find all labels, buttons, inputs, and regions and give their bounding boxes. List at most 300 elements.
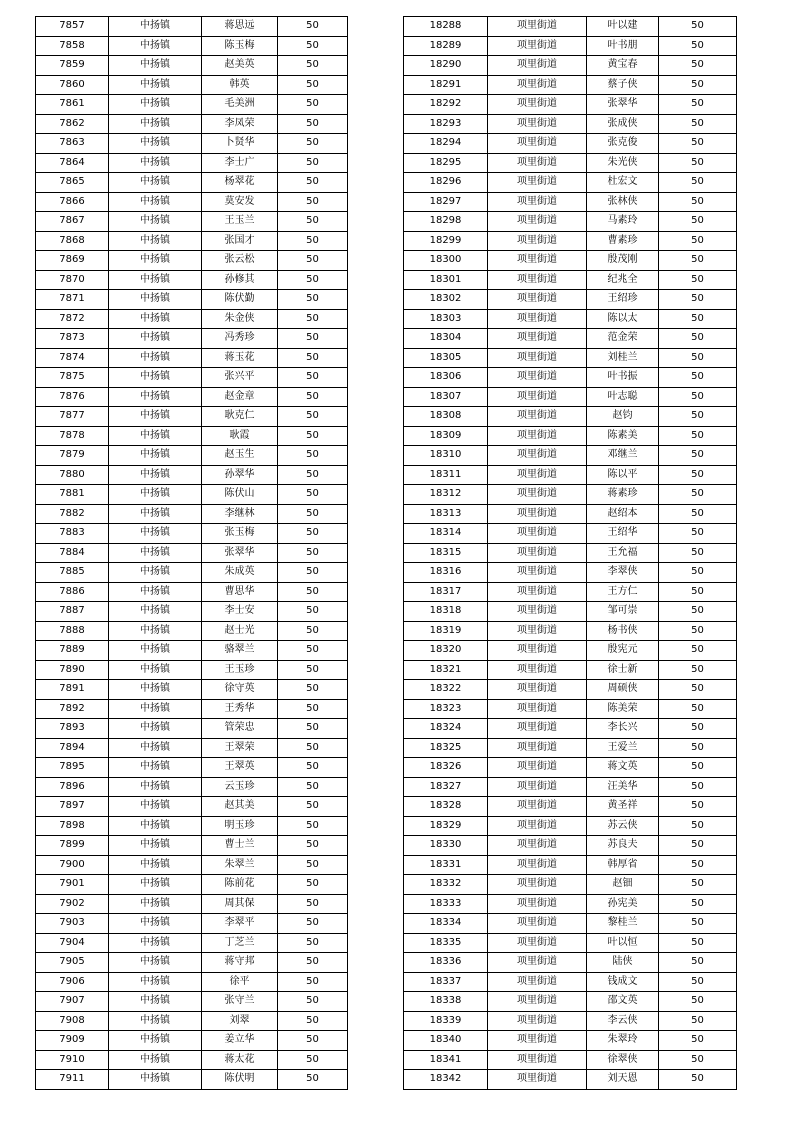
serial-number-cell: 18327 [404, 777, 488, 797]
town-cell: 中扬镇 [109, 680, 202, 700]
serial-number-cell: 18339 [404, 1011, 488, 1031]
town-cell: 项里街道 [488, 212, 587, 232]
town-cell: 中扬镇 [109, 192, 202, 212]
town-cell: 中扬镇 [109, 348, 202, 368]
table-row [36, 855, 348, 875]
amount-cell: 50 [659, 426, 737, 446]
name-cell: 朱光侠 [587, 153, 659, 173]
town-cell: 项里街道 [488, 465, 587, 485]
serial-number-cell: 18306 [404, 368, 488, 388]
name-cell: 赵美英 [202, 56, 278, 76]
town-cell: 中扬镇 [109, 875, 202, 895]
name-cell: 王绍华 [587, 524, 659, 544]
town-cell: 项里街道 [488, 797, 587, 817]
name-cell: 张兴平 [202, 368, 278, 388]
amount-cell: 50 [278, 660, 348, 680]
table-row [36, 933, 348, 953]
town-cell: 项里街道 [488, 75, 587, 95]
name-cell: 蒋守邦 [202, 953, 278, 973]
right-roster-table [403, 16, 737, 1090]
name-cell: 汪美华 [587, 777, 659, 797]
serial-number-cell: 18301 [404, 270, 488, 290]
name-cell: 徐平 [202, 972, 278, 992]
table-row [36, 738, 348, 758]
town-cell: 中扬镇 [109, 251, 202, 271]
town-cell: 项里街道 [488, 641, 587, 661]
serial-number-cell: 7870 [36, 270, 109, 290]
name-cell: 徐翠侠 [587, 1050, 659, 1070]
serial-number-cell: 7881 [36, 485, 109, 505]
table-row [36, 251, 348, 271]
name-cell: 韩英 [202, 75, 278, 95]
table-row [36, 914, 348, 934]
serial-number-cell: 18317 [404, 582, 488, 602]
table-row [404, 426, 737, 446]
serial-number-cell: 18311 [404, 465, 488, 485]
name-cell: 陆侠 [587, 953, 659, 973]
table-row [36, 270, 348, 290]
table-row [36, 972, 348, 992]
serial-number-cell: 7864 [36, 153, 109, 173]
amount-cell: 50 [659, 134, 737, 154]
town-cell: 项里街道 [488, 875, 587, 895]
name-cell: 朱翠兰 [202, 855, 278, 875]
amount-cell: 50 [659, 699, 737, 719]
town-cell: 项里街道 [488, 348, 587, 368]
name-cell: 赵钿 [587, 875, 659, 895]
name-cell: 丁芝兰 [202, 933, 278, 953]
name-cell: 李士安 [202, 602, 278, 622]
name-cell: 赵其美 [202, 797, 278, 817]
amount-cell: 50 [659, 56, 737, 76]
town-cell: 项里街道 [488, 95, 587, 115]
table-row [36, 641, 348, 661]
serial-number-cell: 7903 [36, 914, 109, 934]
town-cell: 中扬镇 [109, 797, 202, 817]
amount-cell: 50 [278, 465, 348, 485]
table-row [36, 36, 348, 56]
serial-number-cell: 7901 [36, 875, 109, 895]
table-row [404, 836, 737, 856]
town-cell: 中扬镇 [109, 777, 202, 797]
town-cell: 项里街道 [488, 309, 587, 329]
town-cell: 中扬镇 [109, 446, 202, 466]
name-cell: 冯秀珍 [202, 329, 278, 349]
amount-cell: 50 [659, 641, 737, 661]
serial-number-cell: 7882 [36, 504, 109, 524]
name-cell: 王爱兰 [587, 738, 659, 758]
table-row [404, 719, 737, 739]
table-row [36, 192, 348, 212]
serial-number-cell: 7892 [36, 699, 109, 719]
town-cell: 中扬镇 [109, 465, 202, 485]
amount-cell: 50 [659, 36, 737, 56]
table-row [36, 426, 348, 446]
name-cell: 蒋太花 [202, 1050, 278, 1070]
town-cell: 中扬镇 [109, 290, 202, 310]
serial-number-cell: 18338 [404, 992, 488, 1012]
amount-cell: 50 [659, 719, 737, 739]
town-cell: 中扬镇 [109, 270, 202, 290]
name-cell: 张林侠 [587, 192, 659, 212]
name-cell: 王玉珍 [202, 660, 278, 680]
name-cell: 叶志聪 [587, 387, 659, 407]
town-cell: 项里街道 [488, 680, 587, 700]
name-cell: 曹思华 [202, 582, 278, 602]
town-cell: 项里街道 [488, 1011, 587, 1031]
serial-number-cell: 7874 [36, 348, 109, 368]
town-cell: 项里街道 [488, 524, 587, 544]
name-cell: 曹士兰 [202, 836, 278, 856]
amount-cell: 50 [659, 816, 737, 836]
amount-cell: 50 [278, 231, 348, 251]
town-cell: 项里街道 [488, 173, 587, 193]
amount-cell: 50 [659, 75, 737, 95]
name-cell: 李翠侠 [587, 563, 659, 583]
name-cell: 邓继兰 [587, 446, 659, 466]
serial-number-cell: 18334 [404, 914, 488, 934]
table-row [404, 192, 737, 212]
amount-cell: 50 [659, 777, 737, 797]
amount-cell: 50 [659, 797, 737, 817]
name-cell: 蔡子侠 [587, 75, 659, 95]
town-cell: 中扬镇 [109, 699, 202, 719]
amount-cell: 50 [278, 953, 348, 973]
table-row [404, 36, 737, 56]
town-cell: 项里街道 [488, 329, 587, 349]
amount-cell: 50 [659, 251, 737, 271]
amount-cell: 50 [278, 719, 348, 739]
name-cell: 黄圣祥 [587, 797, 659, 817]
amount-cell: 50 [278, 894, 348, 914]
name-cell: 赵绍本 [587, 504, 659, 524]
table-row [36, 836, 348, 856]
town-cell: 项里街道 [488, 56, 587, 76]
serial-number-cell: 18333 [404, 894, 488, 914]
table-row [36, 602, 348, 622]
name-cell: 王翠荣 [202, 738, 278, 758]
amount-cell: 50 [278, 699, 348, 719]
town-cell: 中扬镇 [109, 719, 202, 739]
name-cell: 张成侠 [587, 114, 659, 134]
name-cell: 耿克仁 [202, 407, 278, 427]
serial-number-cell: 7888 [36, 621, 109, 641]
serial-number-cell: 7904 [36, 933, 109, 953]
amount-cell: 50 [659, 543, 737, 563]
name-cell: 朱成英 [202, 563, 278, 583]
amount-cell: 50 [659, 368, 737, 388]
serial-number-cell: 18320 [404, 641, 488, 661]
town-cell: 中扬镇 [109, 563, 202, 583]
name-cell: 张克俊 [587, 134, 659, 154]
amount-cell: 50 [278, 1070, 348, 1090]
amount-cell: 50 [278, 1050, 348, 1070]
table-row [36, 680, 348, 700]
amount-cell: 50 [659, 933, 737, 953]
serial-number-cell: 7890 [36, 660, 109, 680]
town-cell: 中扬镇 [109, 17, 202, 37]
amount-cell: 50 [278, 36, 348, 56]
serial-number-cell: 18290 [404, 56, 488, 76]
table-row [36, 699, 348, 719]
name-cell: 王翠英 [202, 758, 278, 778]
name-cell: 张守兰 [202, 992, 278, 1012]
name-cell: 赵士光 [202, 621, 278, 641]
name-cell: 杨翠花 [202, 173, 278, 193]
name-cell: 陈伏勤 [202, 290, 278, 310]
serial-number-cell: 7859 [36, 56, 109, 76]
name-cell: 范金荣 [587, 329, 659, 349]
serial-number-cell: 18307 [404, 387, 488, 407]
town-cell: 项里街道 [488, 602, 587, 622]
amount-cell: 50 [278, 446, 348, 466]
town-cell: 项里街道 [488, 660, 587, 680]
amount-cell: 50 [278, 504, 348, 524]
town-cell: 中扬镇 [109, 543, 202, 563]
name-cell: 蒋玉花 [202, 348, 278, 368]
name-cell: 蒋素珍 [587, 485, 659, 505]
town-cell: 中扬镇 [109, 953, 202, 973]
town-cell: 项里街道 [488, 992, 587, 1012]
name-cell: 王玉兰 [202, 212, 278, 232]
amount-cell: 50 [659, 114, 737, 134]
table-row [404, 290, 737, 310]
serial-number-cell: 18316 [404, 563, 488, 583]
serial-number-cell: 18294 [404, 134, 488, 154]
town-cell: 中扬镇 [109, 329, 202, 349]
amount-cell: 50 [278, 173, 348, 193]
serial-number-cell: 18303 [404, 309, 488, 329]
name-cell: 李士广 [202, 153, 278, 173]
town-cell: 中扬镇 [109, 36, 202, 56]
amount-cell: 50 [659, 758, 737, 778]
name-cell: 刘天恩 [587, 1070, 659, 1090]
town-cell: 项里街道 [488, 504, 587, 524]
serial-number-cell: 18340 [404, 1031, 488, 1051]
amount-cell: 50 [659, 894, 737, 914]
table-row [36, 309, 348, 329]
amount-cell: 50 [659, 836, 737, 856]
serial-number-cell: 7895 [36, 758, 109, 778]
serial-number-cell: 7865 [36, 173, 109, 193]
table-row [404, 465, 737, 485]
town-cell: 项里街道 [488, 914, 587, 934]
town-cell: 项里街道 [488, 231, 587, 251]
amount-cell: 50 [659, 504, 737, 524]
table-row [36, 524, 348, 544]
table-row [36, 894, 348, 914]
table-row [404, 1070, 737, 1090]
serial-number-cell: 7878 [36, 426, 109, 446]
name-cell: 韩厚省 [587, 855, 659, 875]
amount-cell: 50 [659, 602, 737, 622]
table-row [36, 992, 348, 1012]
table-row [404, 621, 737, 641]
name-cell: 云玉珍 [202, 777, 278, 797]
table-row [36, 563, 348, 583]
name-cell: 陈前花 [202, 875, 278, 895]
serial-number-cell: 18299 [404, 231, 488, 251]
amount-cell: 50 [278, 426, 348, 446]
amount-cell: 50 [659, 1070, 737, 1090]
name-cell: 苏云侠 [587, 816, 659, 836]
table-row [404, 75, 737, 95]
table-row [404, 972, 737, 992]
serial-number-cell: 7876 [36, 387, 109, 407]
town-cell: 中扬镇 [109, 621, 202, 641]
name-cell: 殷茂刚 [587, 251, 659, 271]
town-cell: 项里街道 [488, 407, 587, 427]
amount-cell: 50 [278, 602, 348, 622]
table-row [404, 758, 737, 778]
town-cell: 中扬镇 [109, 758, 202, 778]
serial-number-cell: 7862 [36, 114, 109, 134]
serial-number-cell: 7889 [36, 641, 109, 661]
serial-number-cell: 18319 [404, 621, 488, 641]
table-row [404, 641, 737, 661]
serial-number-cell: 7907 [36, 992, 109, 1012]
table-row [404, 56, 737, 76]
table-row [404, 231, 737, 251]
serial-number-cell: 7886 [36, 582, 109, 602]
table-row [404, 660, 737, 680]
serial-number-cell: 18321 [404, 660, 488, 680]
table-row [36, 621, 348, 641]
serial-number-cell: 18332 [404, 875, 488, 895]
serial-number-cell: 18330 [404, 836, 488, 856]
name-cell: 王方仁 [587, 582, 659, 602]
amount-cell: 50 [278, 524, 348, 544]
town-cell: 项里街道 [488, 270, 587, 290]
serial-number-cell: 7894 [36, 738, 109, 758]
name-cell: 莫安发 [202, 192, 278, 212]
table-row [404, 933, 737, 953]
table-row [36, 816, 348, 836]
name-cell: 李翠平 [202, 914, 278, 934]
serial-number-cell: 7896 [36, 777, 109, 797]
amount-cell: 50 [278, 992, 348, 1012]
serial-number-cell: 18291 [404, 75, 488, 95]
town-cell: 中扬镇 [109, 816, 202, 836]
table-row [404, 446, 737, 466]
amount-cell: 50 [278, 563, 348, 583]
table-row [404, 602, 737, 622]
name-cell: 赵钧 [587, 407, 659, 427]
serial-number-cell: 7879 [36, 446, 109, 466]
serial-number-cell: 7910 [36, 1050, 109, 1070]
serial-number-cell: 18312 [404, 485, 488, 505]
town-cell: 项里街道 [488, 738, 587, 758]
town-cell: 中扬镇 [109, 153, 202, 173]
amount-cell: 50 [278, 134, 348, 154]
town-cell: 中扬镇 [109, 602, 202, 622]
name-cell: 孙宪美 [587, 894, 659, 914]
town-cell: 中扬镇 [109, 933, 202, 953]
name-cell: 陈素美 [587, 426, 659, 446]
table-row [404, 173, 737, 193]
table-row [36, 875, 348, 895]
name-cell: 周其保 [202, 894, 278, 914]
amount-cell: 50 [659, 875, 737, 895]
name-cell: 张云松 [202, 251, 278, 271]
name-cell: 陈玉梅 [202, 36, 278, 56]
serial-number-cell: 18302 [404, 290, 488, 310]
amount-cell: 50 [659, 914, 737, 934]
serial-number-cell: 18325 [404, 738, 488, 758]
amount-cell: 50 [278, 738, 348, 758]
serial-number-cell: 18328 [404, 797, 488, 817]
table-row [36, 797, 348, 817]
serial-number-cell: 18315 [404, 543, 488, 563]
serial-number-cell: 7885 [36, 563, 109, 583]
town-cell: 中扬镇 [109, 504, 202, 524]
table-row [404, 699, 737, 719]
amount-cell: 50 [659, 309, 737, 329]
town-cell: 项里街道 [488, 816, 587, 836]
name-cell: 邹可崇 [587, 602, 659, 622]
table-row [36, 719, 348, 739]
serial-number-cell: 7893 [36, 719, 109, 739]
serial-number-cell: 18297 [404, 192, 488, 212]
serial-number-cell: 7866 [36, 192, 109, 212]
name-cell: 蒋文英 [587, 758, 659, 778]
serial-number-cell: 18305 [404, 348, 488, 368]
amount-cell: 50 [278, 309, 348, 329]
table-row [36, 368, 348, 388]
table-row [36, 465, 348, 485]
name-cell: 殷宪元 [587, 641, 659, 661]
town-cell: 中扬镇 [109, 641, 202, 661]
town-cell: 项里街道 [488, 972, 587, 992]
name-cell: 曹素珍 [587, 231, 659, 251]
amount-cell: 50 [278, 56, 348, 76]
serial-number-cell: 7899 [36, 836, 109, 856]
serial-number-cell: 7908 [36, 1011, 109, 1031]
table-row [36, 1011, 348, 1031]
amount-cell: 50 [659, 660, 737, 680]
amount-cell: 50 [659, 524, 737, 544]
serial-number-cell: 18298 [404, 212, 488, 232]
town-cell: 项里街道 [488, 543, 587, 563]
amount-cell: 50 [659, 407, 737, 427]
table-row [404, 95, 737, 115]
name-cell: 孙修其 [202, 270, 278, 290]
amount-cell: 50 [278, 777, 348, 797]
amount-cell: 50 [278, 17, 348, 37]
serial-number-cell: 7880 [36, 465, 109, 485]
town-cell: 项里街道 [488, 563, 587, 583]
amount-cell: 50 [278, 641, 348, 661]
table-row [404, 992, 737, 1012]
serial-number-cell: 7905 [36, 953, 109, 973]
table-row [36, 348, 348, 368]
table-row [36, 290, 348, 310]
amount-cell: 50 [659, 192, 737, 212]
serial-number-cell: 18289 [404, 36, 488, 56]
table-row [404, 816, 737, 836]
town-cell: 中扬镇 [109, 914, 202, 934]
table-row [36, 153, 348, 173]
amount-cell: 50 [659, 173, 737, 193]
town-cell: 项里街道 [488, 953, 587, 973]
table-row [404, 17, 737, 37]
name-cell: 张国才 [202, 231, 278, 251]
town-cell: 项里街道 [488, 621, 587, 641]
serial-number-cell: 18288 [404, 17, 488, 37]
name-cell: 耿霞 [202, 426, 278, 446]
table-row [404, 212, 737, 232]
serial-number-cell: 18329 [404, 816, 488, 836]
